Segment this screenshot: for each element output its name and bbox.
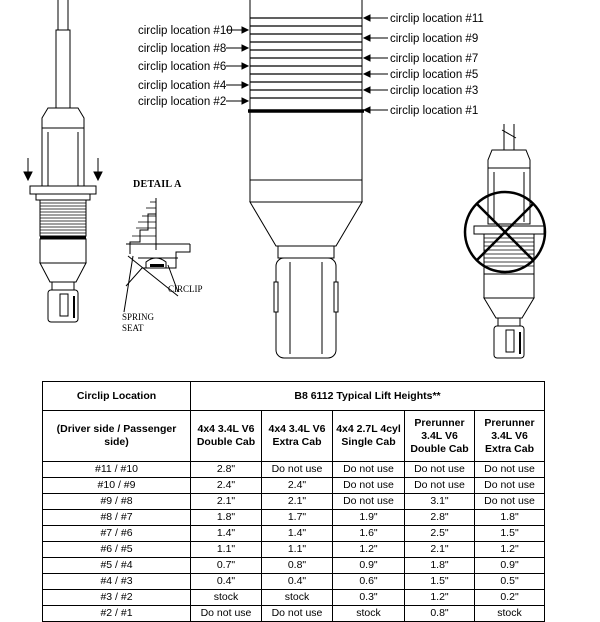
- table-cell: #8 / #7: [43, 510, 191, 526]
- callout-arrows-left: [226, 27, 248, 104]
- table-cell: Do not use: [475, 462, 545, 478]
- table-row: [43, 526, 545, 542]
- table-cell: 1.9": [333, 510, 405, 526]
- table-cell: 0.5": [475, 574, 545, 590]
- table-cell: #3 / #2: [43, 590, 191, 606]
- table-cell: 2.1": [405, 542, 475, 558]
- table-cell: Do not use: [262, 462, 333, 478]
- spring-seat-leader-line: [124, 256, 133, 312]
- vehicle-header: Prerunner 3.4L V6 Double Cab: [405, 411, 475, 462]
- table-cell: 0.8": [405, 606, 475, 622]
- left-shock-spring-threads: [40, 203, 86, 233]
- spring-seat-callout-line1: SPRING: [122, 312, 155, 322]
- table-cell: Do not use: [333, 494, 405, 510]
- circlip-label-9: circlip location #9: [390, 33, 479, 45]
- table-cell: #7 / #6: [43, 526, 191, 542]
- table-cell: Do not use: [475, 494, 545, 510]
- table-cell: 1.5": [405, 574, 475, 590]
- circlip-label-3: circlip location #3: [390, 85, 479, 97]
- table-cell: 1.7": [262, 510, 333, 526]
- table-cell: Do not use: [333, 478, 405, 494]
- table-cell: 1.6": [333, 526, 405, 542]
- table-cell: 2.8": [405, 510, 475, 526]
- table-cell: #4 / #3: [43, 574, 191, 590]
- circlip-grooves: [250, 18, 362, 98]
- circlip-callout: CIRCLIP: [168, 284, 203, 294]
- driver-passenger-header: (Driver side / Passenger side): [43, 411, 191, 462]
- table-cell: #9 / #8: [43, 494, 191, 510]
- table-row: [43, 462, 545, 478]
- table-row: [43, 558, 545, 574]
- table-cell: 2.4": [191, 478, 262, 494]
- table-cell: #11 / #10: [43, 462, 191, 478]
- left-shock-illustration: [30, 0, 96, 322]
- table-cell: #2 / #1: [43, 606, 191, 622]
- table-cell: stock: [333, 606, 405, 622]
- vehicle-header: 4x4 3.4L V6 Extra Cab: [262, 411, 333, 462]
- table-cell: 0.3": [333, 590, 405, 606]
- table-cell: Do not use: [262, 606, 333, 622]
- table-cell: Do not use: [333, 462, 405, 478]
- center-shock-illustration: [248, 0, 364, 358]
- circlip-label-7: circlip location #7: [390, 53, 479, 65]
- table-cell: 2.1": [262, 494, 333, 510]
- table-cell: 0.4": [191, 574, 262, 590]
- table-cell: 1.8": [405, 558, 475, 574]
- table-cell: 2.8": [191, 462, 262, 478]
- table-cell: Do not use: [475, 478, 545, 494]
- table-cell: Do not use: [191, 606, 262, 622]
- table-row: [43, 590, 545, 606]
- table-row: [43, 494, 545, 510]
- right-shock-illustration: [474, 124, 544, 358]
- table-cell: 1.2": [475, 542, 545, 558]
- table-cell: stock: [475, 606, 545, 622]
- circlip-label-1: circlip location #1: [390, 105, 479, 117]
- detail-a-title: DETAIL A: [133, 179, 182, 190]
- table-cell: 1.4": [262, 526, 333, 542]
- table-row: [43, 606, 545, 622]
- circlip-label-10: circlip location #10: [138, 25, 233, 37]
- table-cell: 1.5": [475, 526, 545, 542]
- table-cell: stock: [262, 590, 333, 606]
- table-cell: 2.1": [191, 494, 262, 510]
- table-cell: 3.1": [405, 494, 475, 510]
- table-cell: 1.2": [405, 590, 475, 606]
- table-row: [43, 478, 545, 494]
- vehicle-header: 4x4 2.7L 4cyl Single Cab: [333, 411, 405, 462]
- table-cell: 0.7": [191, 558, 262, 574]
- callout-arrows-right: [364, 15, 388, 113]
- table-cell: 1.1": [191, 542, 262, 558]
- table-cell: 0.2": [475, 590, 545, 606]
- table-cell: #6 / #5: [43, 542, 191, 558]
- table-cell: 2.4": [262, 478, 333, 494]
- vehicle-header: Prerunner 3.4L V6 Extra Cab: [475, 411, 545, 462]
- table-cell: 0.9": [333, 558, 405, 574]
- lift-heights-group-header: B8 6112 Typical Lift Heights**: [191, 382, 545, 411]
- table-cell: Do not use: [405, 462, 475, 478]
- circlip-label-2: circlip location #2: [138, 96, 227, 108]
- table-cell: 0.8": [262, 558, 333, 574]
- table-cell: 2.5": [405, 526, 475, 542]
- table-cell: #10 / #9: [43, 478, 191, 494]
- table-cell: 1.2": [333, 542, 405, 558]
- spring-seat-callout-line2: SEAT: [122, 323, 144, 333]
- lift-height-table: [42, 381, 545, 622]
- vehicle-header: 4x4 3.4L V6 Double Cab: [191, 411, 262, 462]
- table-cell: #5 / #4: [43, 558, 191, 574]
- circlip-label-11: circlip location #11: [390, 13, 484, 25]
- table-row: [43, 510, 545, 526]
- down-arrow-icon: [24, 158, 32, 180]
- table-cell: 1.8": [191, 510, 262, 526]
- table-cell: 1.1": [262, 542, 333, 558]
- table-row: [43, 542, 545, 558]
- circlip-label-8: circlip location #8: [138, 43, 227, 55]
- circlip-label-4: circlip location #4: [138, 80, 227, 92]
- detail-a-illustration: [126, 198, 190, 296]
- table-cell: stock: [191, 590, 262, 606]
- table-cell: 0.4": [262, 574, 333, 590]
- circlip-location-header: Circlip Location: [43, 382, 191, 411]
- circlip-label-5: circlip location #5: [390, 69, 479, 81]
- table-cell: 1.8": [475, 510, 545, 526]
- table-cell: 0.6": [333, 574, 405, 590]
- down-arrow-icon: [94, 158, 102, 180]
- table-cell: Do not use: [405, 478, 475, 494]
- circlip-label-6: circlip location #6: [138, 61, 227, 73]
- table-cell: 1.4": [191, 526, 262, 542]
- table-row: [43, 574, 545, 590]
- table-cell: 0.9": [475, 558, 545, 574]
